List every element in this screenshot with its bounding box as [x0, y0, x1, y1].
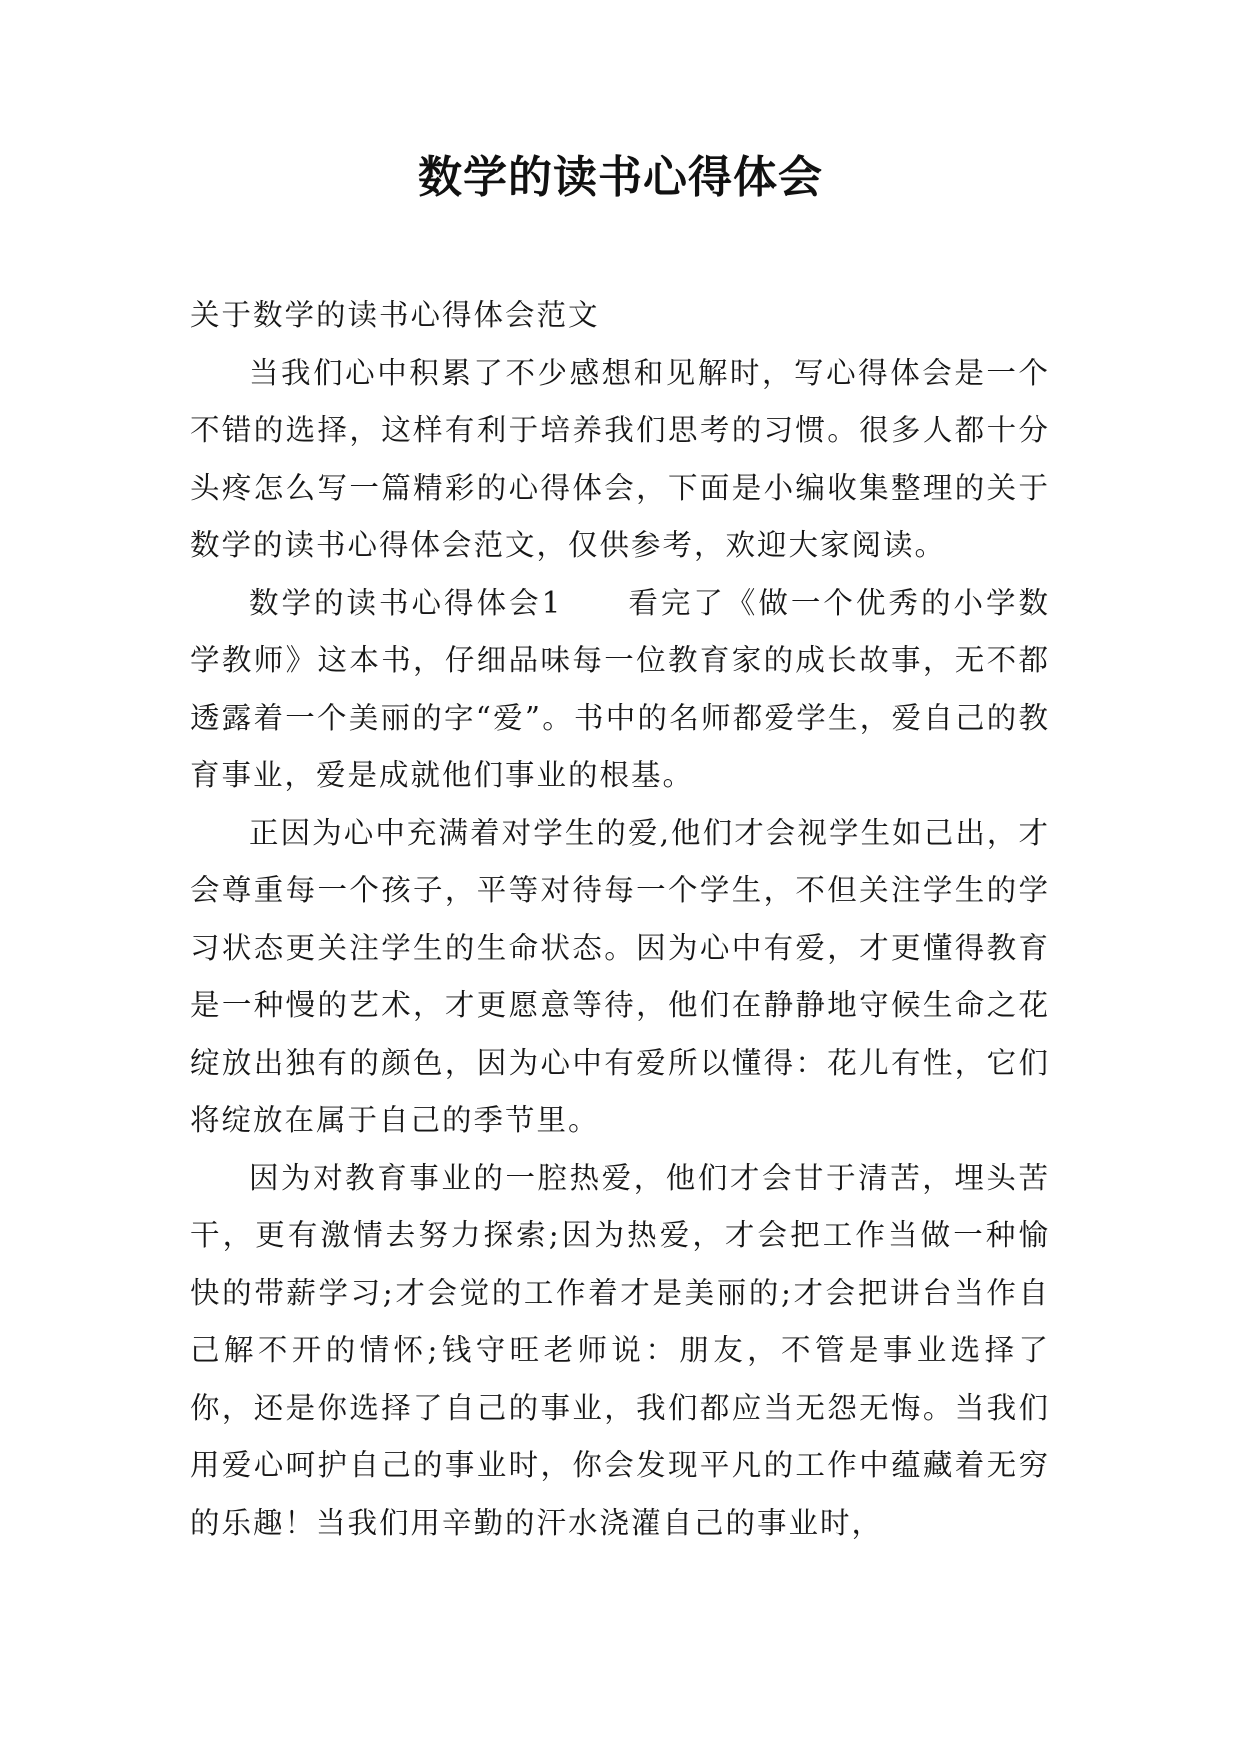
subtitle-paragraph: 关于数学的读书心得体会范文 [190, 298, 600, 332]
document-body [190, 287, 1050, 1552]
love-paragraph: 正因为心中充满着对学生的爱,他们才会视学生如己出，才会尊重每一个孩子，平等对待每一个学生，不但关注学生的学习状态更关注学生的生命状态。因为心中有爱，才更懂得教育是一种慢的艺术，才更愿意等待，他们在静静地守候生命之花绽放出独有的颜色，因为心中有爱所以懂得：花儿有性，它们将绽放在属于自己的季节里。 [190, 815, 1050, 1137]
document-title: 数学的读书心得体会 [418, 152, 823, 203]
passion-paragraph: 因为对教育事业的一腔热爱，他们才会甘于清苦，埋头苦干，更有激情去努力探索;因为热爱，才会把工作当做一种愉快的带薪学习;才会觉的工作着才是美丽的;才会把讲台当作自己解不开的情怀;钱守旺老师说：朋友，不管是事业选择了你，还是你选择了自己的事业，我们都应当无怨无悔。当我们用爱心呵护自己的事业时，你会发现平凡的工作中蕴藏着无穷的乐趣！当我们用辛勤的汗水浇灌自己的事业时， [190, 1160, 1050, 1540]
intro-paragraph: 当我们心中积累了不少感想和见解时，写心得体会是一个不错的选择，这样有利于培养我们思考的习惯。很多人都十分头疼怎么写一篇精彩的心得体会，下面是小编收集整理的关于数学的读书心得体会范文，仅供参考，欢迎大家阅读。 [190, 355, 1050, 562]
section-1-paragraph: 数学的读书心得体会1 看完了《做一个优秀的小学数学教师》这本书，仔细品味每一位教育家的成长故事，无不都透露着一个美丽的字“爱”。书中的名师都爱学生，爱自己的教育事业，爱是成就他们事业的根基。 [190, 585, 1050, 792]
